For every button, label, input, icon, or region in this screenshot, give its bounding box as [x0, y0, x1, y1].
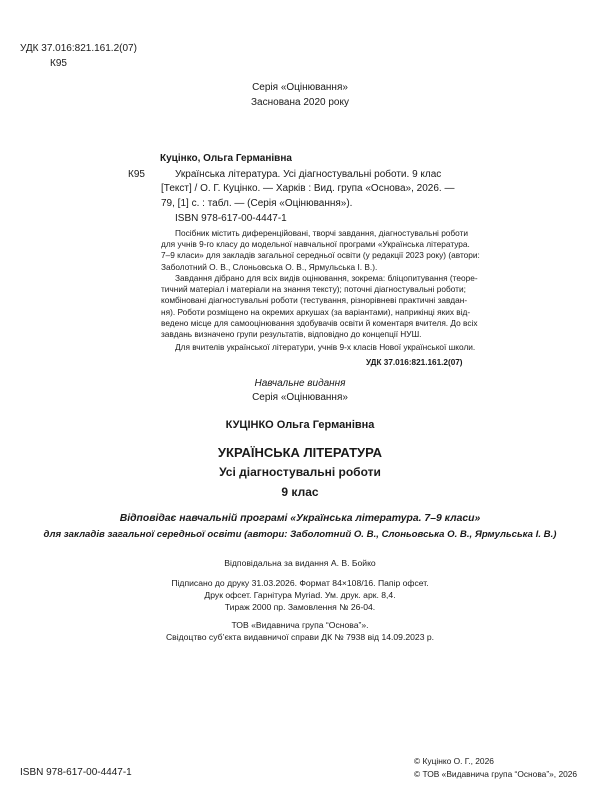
annotation-paragraph-1: [161, 228, 501, 273]
annotation-line: ня). Роботи розміщено на окремих аркушах (за варіантами), наприкінці яких від-: [161, 306, 471, 317]
bib-code: К95: [128, 169, 145, 180]
copyright-author: © Куцінко О. Г., 2026: [414, 756, 494, 766]
annotation-line: комбіновані діагностувальні роботи (тестування, різнорівневі практичні завдан-: [161, 295, 468, 306]
imprint-certificate: Свідоцтво суб’єкта видавничої справи ДК № 7938 від 14.09.2023 р.: [165, 632, 435, 642]
book-subtitle: Усі діагностувальні роботи: [219, 465, 381, 479]
edition-series: Серія «Оцінювання»: [252, 392, 348, 403]
annotation-line: 7–9 класи» для закладів загальної середньої освіти (у редакції 2023 року) (автори:: [161, 250, 480, 261]
bib-line-2: [Текст] / О. Г. Куцінко. — Харків : Вид. група «Основа», 2026. —: [161, 183, 455, 194]
annotation-udk: УДК 37.016:821.161.2(07): [366, 358, 463, 367]
bib-line-3: 79, [1] с. : табл. — (Серія «Оцінювання»).: [161, 198, 353, 209]
udk-code: УДК 37.016:821.161.2(07): [20, 43, 137, 54]
footer-isbn: ISBN 978-617-00-4447-1: [20, 767, 132, 778]
bib-line-1: Українська література. Усі діагностувальні роботи. 9 клас: [175, 169, 442, 180]
imprint-signed: Підписано до друку 31.03.2026. Формат 84×108/16. Папір офсет.: [171, 578, 429, 588]
annotation-line: для учнів 9-го класу до модельної навчальної програми «Українська література.: [161, 239, 470, 250]
bib-isbn: ISBN 978-617-00-4447-1: [175, 213, 287, 224]
series-founded: Заснована 2020 року: [251, 97, 349, 108]
book-grade: 9 клас: [281, 485, 319, 499]
annotation-line: Заболотний О. В., Слоньовська О. В., Ярмульська І. В.).: [161, 261, 378, 272]
annotation-paragraph-2: [161, 273, 501, 340]
annotation-paragraph-3: [161, 342, 501, 353]
book-title: УКРАЇНСЬКА ЛІТЕРАТУРА: [217, 445, 383, 460]
compliance-line-2: для закладів загальної середньої освіти (автори: Заболотний О. В., Слоньовська О. В., Ярмульська І. В.): [43, 529, 557, 540]
imprint-print: Друк офсет. Гарнітура Myriad. Ум. друк. арк. 8,4.: [204, 590, 396, 600]
annotation-line: Для вчителів української літератури, учнів 9-х класів Нової української школи.: [175, 342, 476, 352]
annotation-line: Завдання дібрано для всіх видів оцінювання, зокрема: бліцопитування (теоре-: [175, 273, 478, 283]
edition-type: Навчальне видання: [254, 378, 346, 389]
annotation-line: ведено місце для самооцінювання здобувачів освіти й коментаря вчителя. До всіх: [161, 317, 478, 328]
series-title: Серія «Оцінювання»: [252, 82, 348, 93]
imprint-publisher: ТОВ «Видавнича група “Основа”».: [231, 620, 369, 630]
compliance-line-1: Відповідає навчальній програмі «Українська література. 7–9 класи»: [119, 513, 481, 524]
copyright-publisher: © ТОВ «Видавнича група “Основа”», 2026: [414, 769, 578, 779]
annotation-line: тичний матеріал і матеріали на знання тексту); поточні діагностувальні роботи;: [161, 284, 466, 295]
responsible-editor: Відповідальна за видання А. В. Бойко: [224, 558, 376, 568]
bib-author: Куцінко, Ольга Германівна: [160, 153, 292, 164]
author-mark-code: К95: [50, 58, 67, 69]
annotation-line: завдань визначено групи результатів, відповідно до концепції НУШ.: [161, 329, 422, 340]
annotation-line: Посібник містить диференційовані, творчі завдання, діагностувальні роботи: [175, 228, 469, 238]
imprint-run: Тираж 2000 пр. Замовлення № 26-04.: [224, 602, 376, 612]
author-caps: КУЦІНКО Ольга Германівна: [225, 419, 375, 431]
